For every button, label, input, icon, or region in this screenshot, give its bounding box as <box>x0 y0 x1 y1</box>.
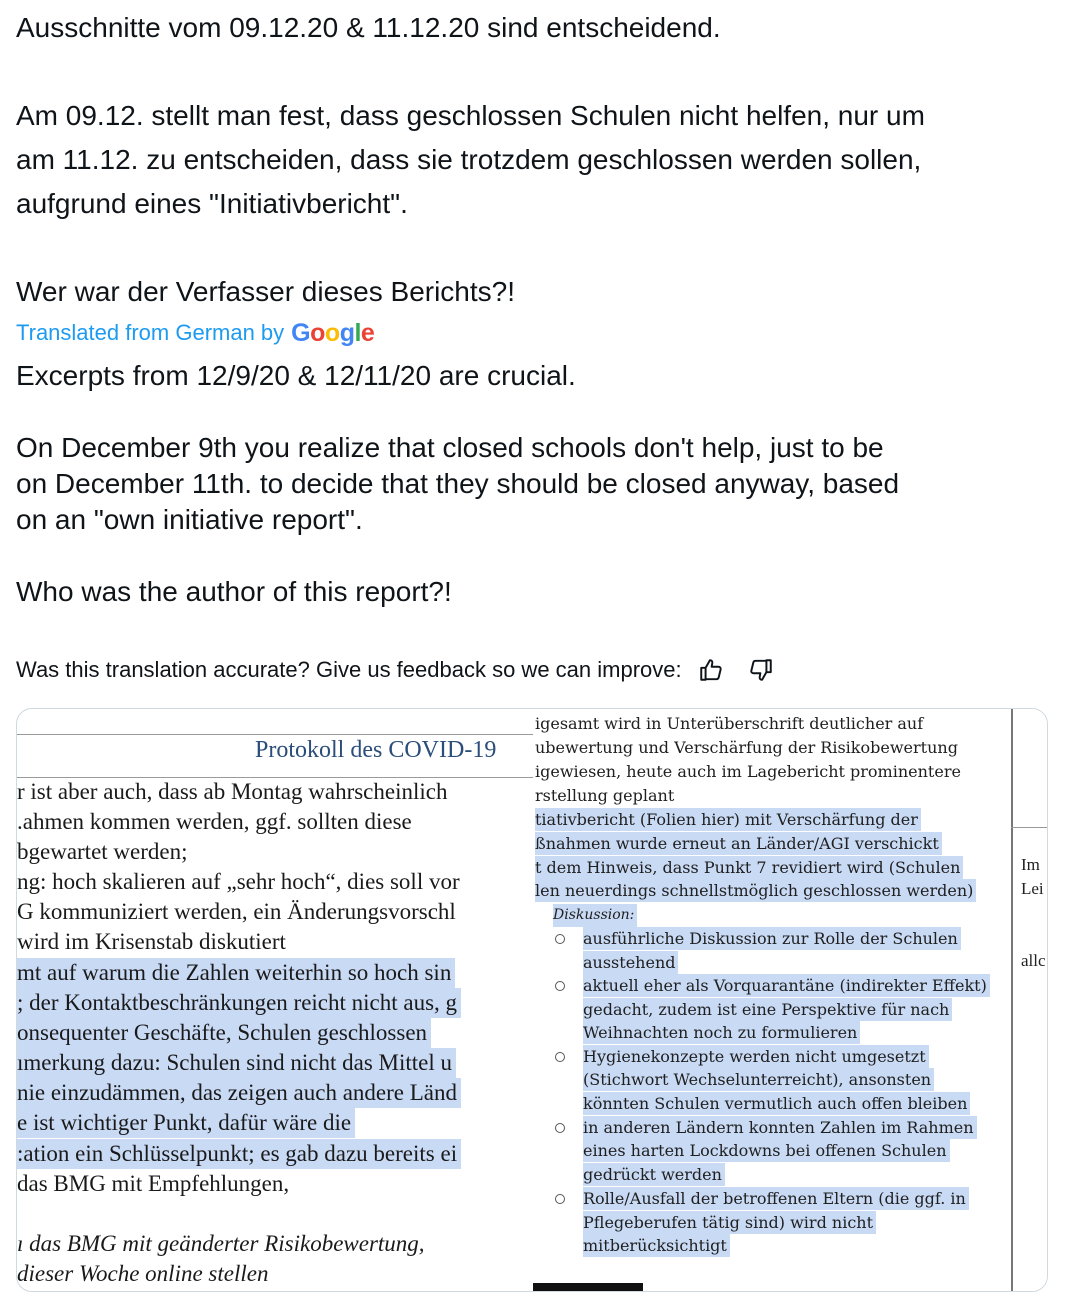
document-line: Weihnachten noch zu formulieren <box>583 1021 860 1044</box>
document-line: aktuell eher als Vorquarantäne (indirekter Effekt) <box>583 974 990 997</box>
edge-text: Lei <box>1021 879 1044 898</box>
translation-paragraph: Who was the author of this report?! <box>16 576 452 607</box>
document-line: mt auf warum die Zahlen weiterhin so hoch sin <box>17 958 455 988</box>
document-edge <box>1011 709 1048 1291</box>
tweet-paragraph: Am 09.12. stellt man fest, dass geschlossen Schulen nicht helfen, nur um <box>16 100 925 131</box>
document-line: igesamt wird in Unterüberschrift deutlicher auf <box>535 714 924 733</box>
translation-paragraph: Excerpts from 12/9/20 & 12/11/20 are crucial. <box>16 360 576 391</box>
tweet-paragraph: Ausschnitte vom 09.12.20 & 11.12.20 sind entscheidend. <box>16 12 721 43</box>
bullet-icon <box>555 981 565 991</box>
discussion-heading: Diskussion: <box>553 904 637 927</box>
document-line: ubewertung und Verschärfung der Risikobewertung <box>535 738 958 757</box>
document-line: e ist wichtiger Punkt, dafür wäre die <box>17 1108 355 1138</box>
document-line: ı das BMG mit geänderter Risikobewertung, <box>17 1231 425 1256</box>
document-line: rstellung geplant <box>535 786 675 805</box>
document-line: in anderen Ländern konnten Zahlen im Rahmen <box>583 1116 977 1139</box>
translated-from-link[interactable] <box>16 318 374 348</box>
edge-rule <box>1011 827 1048 828</box>
document-line: Pflegeberufen tätig sind) wird nicht <box>583 1211 876 1234</box>
document-line: Hygienekonzepte werden nicht umgesetzt <box>583 1045 929 1068</box>
document-line: gedacht, zudem ist eine Perspektive für nach <box>583 998 952 1021</box>
thumbs-up-icon[interactable] <box>696 655 726 685</box>
feedback-text: Was this translation accurate? Give us feedback so we can improve: <box>16 657 682 682</box>
document-line: dieser Woche online stellen <box>17 1261 269 1286</box>
document-line: igewiesen, heute auch im Lagebericht prominentere <box>535 762 961 781</box>
document-line: G kommuniziert werden, ein Änderungsvorschl <box>17 899 456 924</box>
document-line: eines harten Lockdowns bei offenen Schulen <box>583 1139 950 1162</box>
page-bar <box>533 1283 643 1291</box>
tweet-paragraph: aufgrund eines "Initiativbericht". <box>16 188 408 219</box>
translation-feedback <box>16 654 776 686</box>
protocol-document-page <box>533 709 1011 1291</box>
bullet-icon <box>555 934 565 944</box>
document-line: .ahmen kommen werden, ggf. sollten diese <box>17 809 412 834</box>
tweet-text <box>16 6 1056 314</box>
bullet-icon <box>555 1052 565 1062</box>
document-line: wird im Krisenstab diskutiert <box>17 929 286 954</box>
document-line: ımerkung dazu: Schulen sind nicht das Mittel u <box>17 1048 456 1078</box>
translation-paragraph: On December 9th you realize that closed schools don't help, just to be <box>16 432 884 463</box>
document-line: mitberücksichtigt <box>583 1234 730 1257</box>
header-rule <box>17 734 533 735</box>
attached-image[interactable] <box>16 708 1048 1292</box>
document-line: r ist aber auch, dass ab Montag wahrscheinlich <box>17 779 448 804</box>
edge-text: Im <box>1021 855 1040 874</box>
translation-text <box>16 358 1056 610</box>
bullet-icon <box>555 1123 565 1133</box>
document-line: ng: hoch skalieren auf „sehr hoch“, dies soll vor <box>17 869 460 894</box>
document-line: tiativbericht (Folien hier) mit Verschärfung der <box>535 808 921 831</box>
tweet-paragraph: am 11.12. zu entscheiden, dass sie trotzdem geschlossen werden sollen, <box>16 144 922 175</box>
document-line: ; der Kontaktbeschränkungen reicht nicht aus, g <box>17 988 461 1018</box>
google-logo: Google <box>291 319 375 347</box>
thumbs-down-icon[interactable] <box>746 655 776 685</box>
document-line: t dem Hinweis, dass Punkt 7 revidiert wird (Schulen <box>535 856 963 879</box>
protocol-document-excerpt <box>17 709 533 1291</box>
document-line: das BMG mit Empfehlungen, <box>17 1171 290 1196</box>
translated-label: Translated from German by <box>16 320 285 345</box>
document-line: bgewartet werden; <box>17 839 188 864</box>
document-line: gedrückt werden <box>583 1163 725 1186</box>
translation-paragraph: on December 11th. to decide that they should be closed anyway, based <box>16 468 900 499</box>
bullet-icon <box>555 1194 565 1204</box>
document-line: len neuerdings schnellstmöglich geschlossen werden) <box>535 879 976 902</box>
page-border <box>1011 709 1013 1291</box>
document-title: Protokoll des COVID-19 <box>255 737 497 763</box>
document-line: ausführliche Diskussion zur Rolle der Schulen <box>583 927 961 950</box>
translation-paragraph: on an "own initiative report". <box>16 504 363 535</box>
document-line: nie einzudämmen, das zeigen auch andere Länd <box>17 1078 461 1108</box>
document-line: ausstehend <box>583 951 678 974</box>
document-line: Rolle/Ausfall der betroffenen Eltern (die ggf. in <box>583 1187 969 1210</box>
document-line: könnten Schulen vermutlich auch offen bleiben <box>583 1092 970 1115</box>
document-line: (Stichwort Wechselunterreicht), ansonsten <box>583 1068 934 1091</box>
edge-text: allc <box>1021 951 1046 970</box>
document-line: ßnahmen wurde erneut an Länder/AGI verschickt <box>535 832 942 855</box>
document-line: onsequenter Geschäfte, Schulen geschlossen <box>17 1018 431 1048</box>
document-line: :ation ein Schlüsselpunkt; es gab dazu bereits ei <box>17 1139 461 1169</box>
tweet-paragraph: Wer war der Verfasser dieses Berichts?! <box>16 276 516 307</box>
